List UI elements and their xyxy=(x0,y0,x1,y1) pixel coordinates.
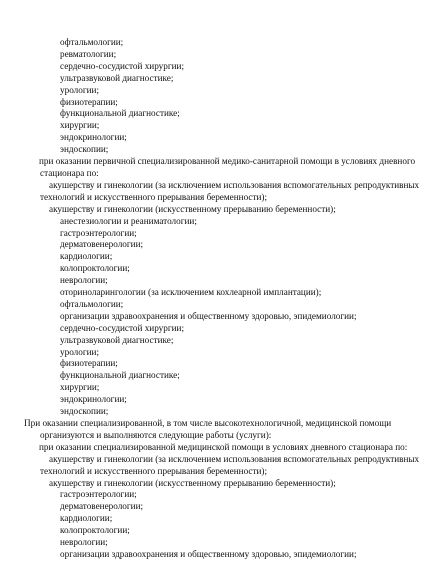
document-line: ультразвуковой диагностике; xyxy=(60,72,174,83)
document-line: оториноларингологии (за исключением кохлеарной имплантации); xyxy=(60,287,322,298)
document-line: технологий и искусственного прерывания беременности); xyxy=(40,191,268,202)
document-line: хирургии; xyxy=(60,382,100,393)
document-line: урологии; xyxy=(60,346,99,357)
document-line: офтальмологии; xyxy=(60,37,124,47)
document-line: функциональной диагностике; xyxy=(60,370,180,381)
document-line: акушерству и гинекологии (искусственному прерыванию беременности); xyxy=(49,477,336,488)
document-line: ревматологии; xyxy=(60,48,117,59)
document-line: офтальмологии; xyxy=(60,298,124,309)
document-line: акушерству и гинекологии (за исключением использования вспомогательных репродуктивных xyxy=(49,453,420,464)
document-line: сердечно-сосудистой хирургии; xyxy=(60,60,185,71)
document-line: гастроэнтерологии; xyxy=(60,227,137,238)
document-line: неврологии; xyxy=(60,275,108,286)
document-line: хирургии; xyxy=(60,120,100,131)
document-line: эндоскопии; xyxy=(60,406,109,417)
document-line: кардиологии; xyxy=(60,251,113,262)
document-line: урологии; xyxy=(60,84,99,95)
document-line: При оказании специализированной, в том числе высокотехнологичной, медицинской помощи xyxy=(24,418,392,428)
document-line: при оказании специализированной медицинской помощи в условиях дневного стационара по: xyxy=(39,441,408,452)
document-line: гастроэнтерологии; xyxy=(60,489,137,500)
document-line: при оказании первичной специализированной медико-санитарной помощи в условиях дневного xyxy=(39,156,416,167)
document-line: физиотерапии; xyxy=(60,96,118,107)
document-line: стационара по: xyxy=(40,167,99,178)
document-line: дерматовенерологии; xyxy=(60,239,144,250)
document-line: эндоскопии; xyxy=(60,144,109,155)
document-text xyxy=(0,37,430,561)
document-line: физиотерапии; xyxy=(60,358,118,369)
document-line: эндокринологии; xyxy=(60,394,127,405)
document-line: акушерству и гинекологии (искусственному прерыванию беременности); xyxy=(49,203,336,214)
document-line: организуются и выполняются следующие работы (услуги): xyxy=(40,429,272,440)
document-line: ультразвуковой диагностике; xyxy=(60,334,174,345)
document-line: акушерству и гинекологии (за исключением использования вспомогательных репродуктивных xyxy=(49,179,420,190)
document-line: анестезиологии и реаниматологии; xyxy=(60,215,197,226)
document-line: неврологии; xyxy=(60,537,108,548)
document-line: организации здравоохранения и общественному здоровью, эпидемиологии; xyxy=(60,548,357,559)
document-line: кардиологии; xyxy=(60,513,113,524)
document-line: функциональной диагностике; xyxy=(60,108,180,119)
document-line: колопроктологии; xyxy=(60,525,130,536)
document-line: дерматовенерологии; xyxy=(60,501,144,512)
document-line: колопроктологии; xyxy=(60,263,130,274)
document-line: сердечно-сосудистой хирургии; xyxy=(60,322,185,333)
document-line: организации здравоохранения и общественному здоровью, эпидемиологии; xyxy=(60,310,357,321)
document-line: технологий и искусственного прерывания беременности); xyxy=(40,465,268,476)
document-line: эндокринологии; xyxy=(60,132,127,143)
